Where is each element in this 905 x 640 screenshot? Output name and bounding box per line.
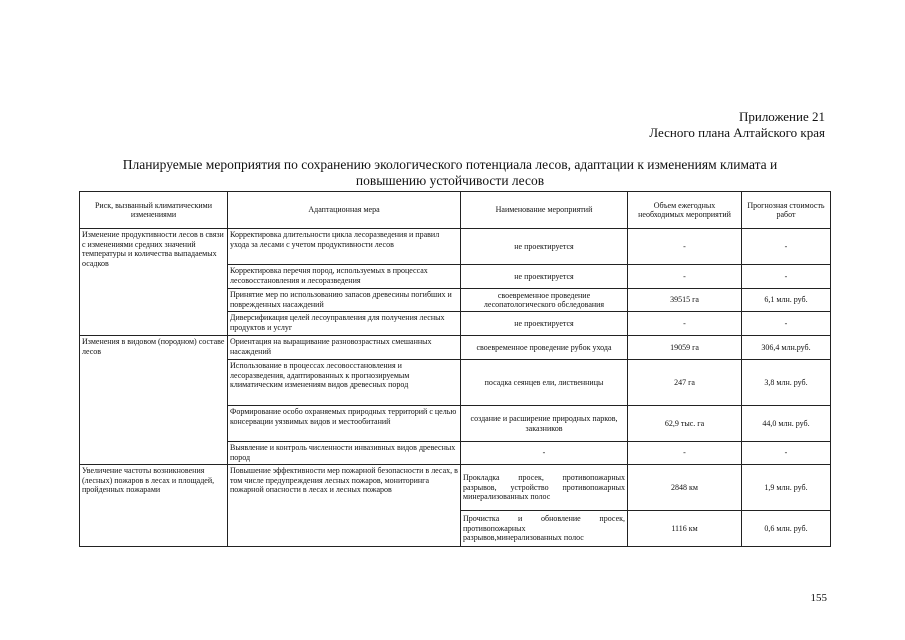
table-header-row (80, 192, 831, 229)
volume-cell: - (628, 229, 742, 265)
cost-cell: 3,8 млн. руб. (742, 360, 831, 406)
event-cell: своевременное проведение рубок ухода (461, 336, 628, 360)
volume-cell: 2848 км (628, 465, 742, 511)
table-row (80, 465, 831, 511)
measure-cell: Принятие мер по использованию запасов древесины погибших и поврежденных насаждений (228, 289, 461, 312)
header-measure: Адаптационная мера (228, 192, 461, 229)
risk-cell: Изменение продуктивности лесов в связи с изменениями средних значений температуры и количества выпадаемых осадков (80, 229, 228, 336)
cost-cell: 0,6 млн. руб. (742, 511, 831, 547)
event-cell: не проектируется (461, 265, 628, 289)
measure-cell: Корректировка перечня пород, используемых в процессах лесовосстановления и лесоразведения (228, 265, 461, 289)
measure-cell: Использование в процессах лесовосстановления и лесоразведения, адаптированных к прогнозируемым климатическим изменениям видов древесных пород (228, 360, 461, 406)
volume-cell: - (628, 265, 742, 289)
title-line-1: Планируемые мероприятия по сохранению экологического потенциала лесов, адаптации к изменениям климата и (122, 157, 778, 172)
table-row (80, 229, 831, 265)
cost-cell: - (742, 265, 831, 289)
header-volume: Объем ежегодных необходимых мероприятий (628, 192, 742, 229)
event-cell: не проектируется (461, 229, 628, 265)
cost-cell: 1,9 млн. руб. (742, 465, 831, 511)
volume-cell: 62,9 тыс. га (628, 406, 742, 442)
appendix-line-1: Приложение 21 (738, 109, 825, 124)
header-cost: Прогнозная стоимость работ (742, 192, 831, 229)
measure-cell: Выявление и контроль численности инвазивных видов древесных пород (228, 442, 461, 465)
volume-cell: - (628, 312, 742, 336)
document-title (70, 157, 830, 189)
measure-cell: Диверсификация целей лесоуправления для получения лесных продуктов и услуг (228, 312, 461, 336)
event-cell: - (461, 442, 628, 465)
volume-cell: 247 га (628, 360, 742, 406)
event-cell: создание и расширение природных парков, заказников (461, 406, 628, 442)
measure-cell: Ориентация на выращивание разновозрастных смешанных насаждений (228, 336, 461, 360)
event-cell: Прокладка просек, противопожарных разрывов, устройство противопожарных минерализованных полос (461, 465, 628, 511)
header-event: Наименование мероприятий (461, 192, 628, 229)
cost-cell: 6,1 млн. руб. (742, 289, 831, 312)
cost-cell: 44,0 млн. руб. (742, 406, 831, 442)
measures-table (79, 191, 831, 547)
measure-cell: Формирование особо охраняемых природных территорий с целью консервации уязвимых видов и местообитаний (228, 406, 461, 442)
risk-cell: Изменения в видовом (породном) составе лесов (80, 336, 228, 465)
cost-cell: 306,4 млн.руб. (742, 336, 831, 360)
volume-cell: 39515 га (628, 289, 742, 312)
page-number: 155 (810, 592, 827, 604)
appendix-caption (649, 109, 825, 141)
risk-cell: Увеличение частоты возникновения (лесных) пожаров в лесах и площадей, пройденных пожарами (80, 465, 228, 547)
appendix-line-2: Лесного плана Алтайского края (649, 125, 825, 140)
header-risk: Риск, вызванный климатическими изменениями (80, 192, 228, 229)
event-cell: не проектируется (461, 312, 628, 336)
measure-cell: Повышение эффективности мер пожарной безопасности в лесах, в том числе предупреждения лесных пожаров, мониторинга пожарной опасности в лесах и лесных пожаров (228, 465, 461, 547)
volume-cell: - (628, 442, 742, 465)
event-cell: посадка сеянцев ели, лиственницы (461, 360, 628, 406)
event-cell: своевременное проведение лесопатологического обследования (461, 289, 628, 312)
cost-cell: - (742, 229, 831, 265)
cost-cell: - (742, 312, 831, 336)
title-line-2: повышению устойчивости лесов (355, 173, 545, 188)
table-row (80, 336, 831, 360)
measure-cell: Корректировка длительности цикла лесоразведения и правил ухода за лесами с учетом продуктивности лесов (228, 229, 461, 265)
volume-cell: 1116 км (628, 511, 742, 547)
volume-cell: 19059 га (628, 336, 742, 360)
cost-cell: - (742, 442, 831, 465)
event-cell: Прочистка и обновление просек, противопожарных разрывов,минерализованных полос (461, 511, 628, 547)
